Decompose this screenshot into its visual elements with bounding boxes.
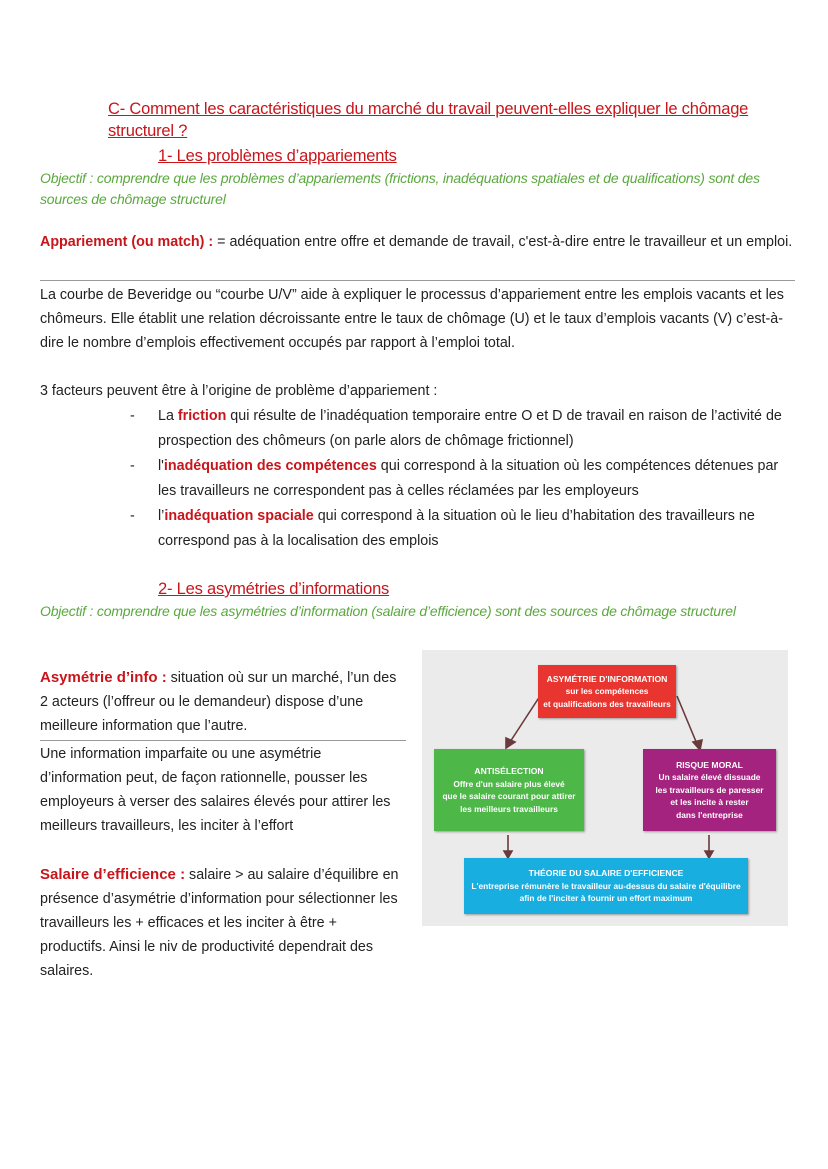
box-line: Un salaire élevé dissuade (658, 772, 761, 783)
box-title: ASYMÉTRIE D'INFORMATION (546, 673, 668, 684)
bullet-dash: - (130, 458, 135, 474)
box-line: sur les compétences (565, 686, 649, 697)
salaire-efficience-definition (40, 863, 404, 983)
factor-prefix: La (158, 408, 178, 424)
box-asymetrie-information (538, 665, 676, 718)
box-line: et qualifications des travailleurs (543, 698, 671, 709)
factor-rest: qui correspond à la situation où les compétences détenues par les travailleurs ne correspondent pas à celles réclamées par les employeurs (158, 458, 779, 499)
factor-term: inadéquation spaciale (164, 508, 314, 524)
box-title: THÉORIE DU SALAIRE D'EFFICIENCE (528, 868, 684, 879)
factor-item-spaciale (130, 504, 800, 554)
box-line: et les incite à rester (670, 797, 749, 808)
factor-prefix: l' (158, 458, 164, 474)
salaire-term: Salaire d’efficience : (40, 866, 186, 883)
part2-title: 2- Les asymétries d’informations (158, 580, 390, 598)
factor-term: inadéquation des compétences (163, 458, 377, 474)
arrow-to-risque-moral (677, 696, 697, 744)
arrow-to-antiselection (510, 696, 540, 742)
bullet-dash: - (130, 508, 135, 524)
arrowhead-right-down (705, 851, 713, 858)
box-risque-moral (643, 749, 776, 831)
box-line: afin de l'inciter à fournir un effort maximum (519, 893, 693, 904)
asymetrie-diagram (422, 650, 788, 926)
appariement-term: Appariement (ou match) : (40, 234, 214, 250)
factors-list (130, 404, 800, 554)
part2-objectif: Objectif : comprendre que les asymétries d’information (salaire d’efficience) sont des sources de chômage structurel (40, 603, 736, 619)
box-line: L'entreprise rémunère le travailleur au-dessus du salaire d'équilibre (471, 880, 741, 891)
part1-title: 1- Les problèmes d’appariements (158, 147, 397, 165)
divider-2 (40, 740, 406, 741)
factor-prefix: l’ (158, 508, 165, 524)
appariement-text: = adéquation entre offre et demande de travail, c'est-à-dire entre le travailleur et un emploi. (213, 234, 793, 250)
factor-term: friction (177, 408, 227, 424)
box-title: ANTISÉLECTION (474, 766, 544, 776)
factor-item-competences (130, 454, 800, 504)
bullet-dash: - (130, 408, 135, 424)
box-line: dans l'entreprise (676, 809, 743, 820)
box-theorie-salaire-efficience (464, 858, 748, 914)
appariement-definition (40, 230, 800, 254)
arrowhead-antiselection (506, 738, 515, 748)
asymetrie-term: Asymétrie d’info : (40, 669, 167, 686)
box-antiselection (434, 749, 584, 831)
information-imparfaite-paragraph: Une information imparfaite ou une asymétrie d’information peut, de façon rationnelle, pousser les employeurs à verser des salaires élevés pour attirer les meilleurs travailleurs, les inciter à l’effort (40, 746, 391, 834)
factor-item-friction (130, 404, 800, 454)
box-line: les travailleurs de paresser (655, 784, 764, 795)
section-c-title: C- Comment les caractéristiques du marché du travail peuvent-elles expliquer le chômage structurel ? (108, 100, 749, 140)
factor-rest: qui correspond à la situation où le lieu d’habitation des travailleurs ne correspond pas à la localisation des emplois (158, 508, 755, 549)
salaire-text: salaire > au salaire d’équilibre en présence d’asymétrie d’information pour sélectionner les travailleurs les + efficaces et les inciter à être + productifs. Ainsi le niv de productivité dependrait des salaires. (40, 867, 399, 979)
factors-intro: 3 facteurs peuvent être à l’origine de problème d’appariement : (40, 383, 438, 399)
factor-rest: qui résulte de l’inadéquation temporaire entre O et D de travail en raison de l’activité de prospection des chômeurs (on parle alors de chômage frictionnel) (158, 408, 782, 449)
divider-1 (40, 280, 795, 281)
beveridge-paragraph: La courbe de Beveridge ou “courbe U/V” aide à expliquer le processus d’appariement entre les emplois vacants et les chômeurs. Elle établit une relation décroissante entre le taux de chômage (U) et le taux d’emplois vacants (V) c’est-à-dire le nombre d’emplois effectivement occupés par rapport à l’emploi total. (40, 287, 784, 351)
arrowhead-left-down (504, 851, 512, 858)
box-line: les meilleurs travailleurs (460, 803, 558, 814)
box-line: que le salaire courant pour attirer (442, 791, 576, 801)
box-title: RISQUE MORAL (676, 759, 743, 770)
part1-objectif: Objectif : comprendre que les problèmes d’appariements (frictions, inadéquations spatiales et de qualifications) sont des sources de chômage structurel (40, 170, 760, 207)
asymetrie-text: situation où sur un marché, l’un des 2 acteurs (l’offreur ou le demandeur) dispose d’une meilleure information que l’autre. (40, 670, 397, 734)
asymetrie-definition (40, 666, 402, 738)
box-line: Offre d'un salaire plus élevé (453, 778, 565, 789)
